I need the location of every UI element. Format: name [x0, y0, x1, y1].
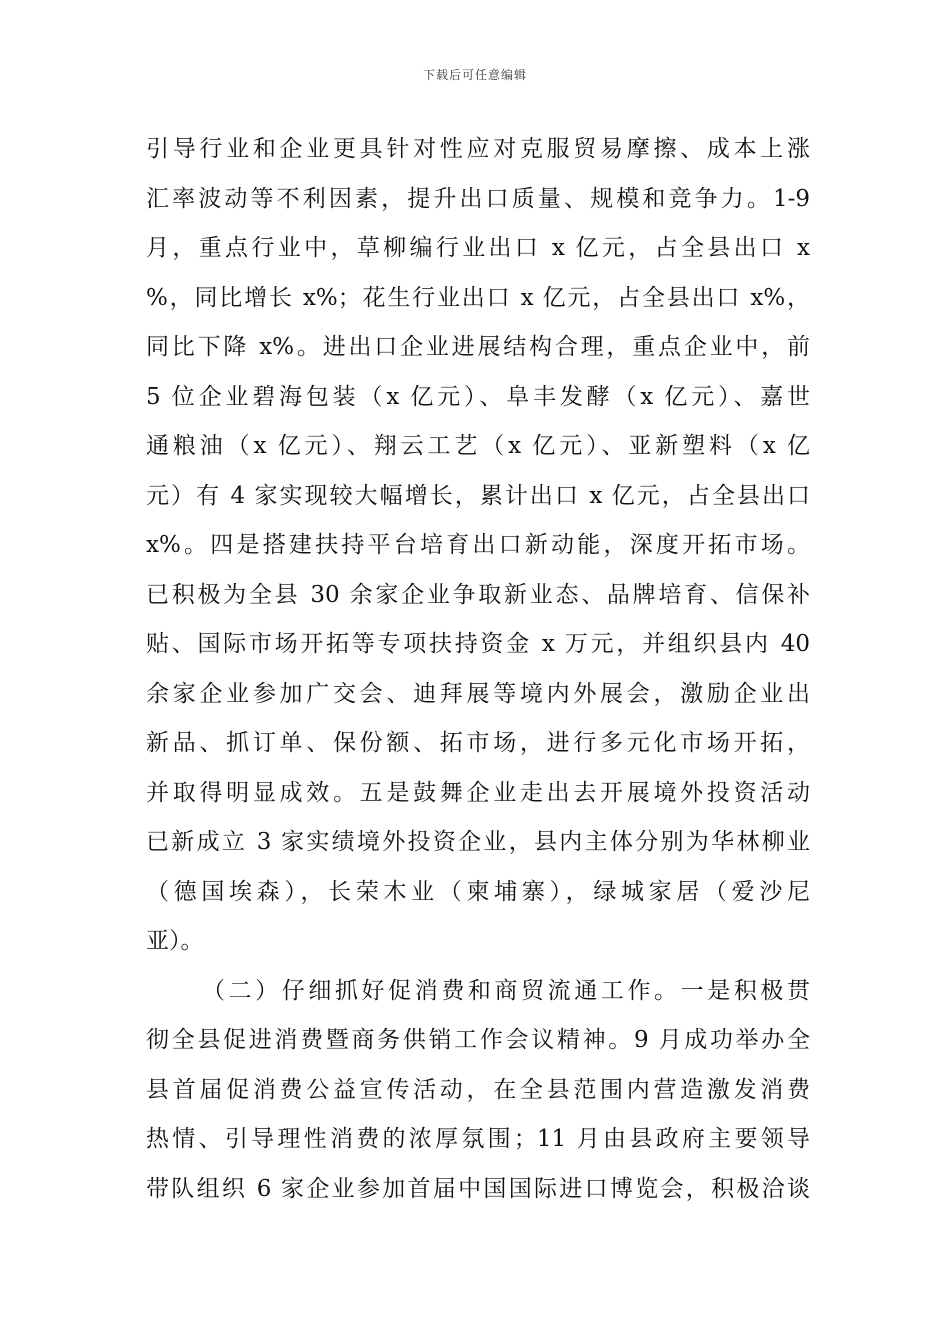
- body-line: 引导行业和企业更具针对性应对克服贸易摩擦、成本上涨: [146, 136, 810, 162]
- body-line-paragraph-end: 亚）。: [146, 928, 204, 954]
- page-header: 下载后可任意编辑: [422, 68, 527, 82]
- body-line: 元）有 4 家实现较大幅增长，累计出口 x 亿元，占全县出口: [146, 482, 810, 509]
- body-line: （德国埃森），长荣木业（柬埔寨），绿城家居（爱沙尼: [146, 878, 810, 905]
- body-line: 月，重点行业中，草柳编行业出口 x 亿元，占全县出口 x: [146, 235, 810, 261]
- body-line: 带队组织 6 家企业参加首届中国国际进口博览会，积极洽谈: [146, 1175, 810, 1202]
- body-line: %，同比增长 x%；花生行业出口 x 亿元，占全县出口 x%，: [146, 284, 810, 311]
- body-line: 汇率波动等不利因素，提升出口质量、规模和竞争力。1-9: [146, 185, 810, 212]
- body-line: 贴、国际市场开拓等专项扶持资金 x 万元，并组织县内 40: [146, 631, 810, 657]
- body-line: 彻全县促进消费暨商务供销工作会议精神。9 月成功举办全: [146, 1027, 810, 1053]
- body-line: 并取得明显成效。五是鼓舞企业走出去开展境外投资活动: [146, 779, 810, 806]
- body-line: 余家企业参加广交会、迪拜展等境内外展会，激励企业出: [146, 680, 810, 707]
- body-line: 5 位企业碧海包装（x 亿元）、阜丰发酵（x 亿元）、嘉世: [146, 383, 810, 410]
- body-line-paragraph-start: （二）仔细抓好促消费和商贸流通工作。一是积极贯: [202, 977, 810, 1004]
- document-body: [146, 125, 810, 1214]
- body-line: 新品、抓订单、保份额、拓市场，进行多元化市场开拓，: [146, 730, 810, 756]
- body-line: 已新成立 3 家实绩境外投资企业，县内主体分别为华林柳业: [146, 829, 810, 855]
- body-line: 已积极为全县 30 余家企业争取新业态、品牌培育、信保补: [146, 581, 810, 608]
- body-line: 县首届促消费公益宣传活动，在全县范围内营造激发消费: [146, 1076, 810, 1103]
- body-line: x%。四是搭建扶持平台培育出口新动能，深度开拓市场。: [146, 532, 810, 558]
- body-line: 热情、引导理性消费的浓厚氛围；11 月由县政府主要领导: [146, 1126, 810, 1152]
- body-line: 同比下降 x%。进出口企业进展结构合理，重点企业中，前: [146, 334, 810, 360]
- body-line: 通粮油（x 亿元）、翔云工艺（x 亿元）、亚新塑料（x 亿: [146, 433, 810, 459]
